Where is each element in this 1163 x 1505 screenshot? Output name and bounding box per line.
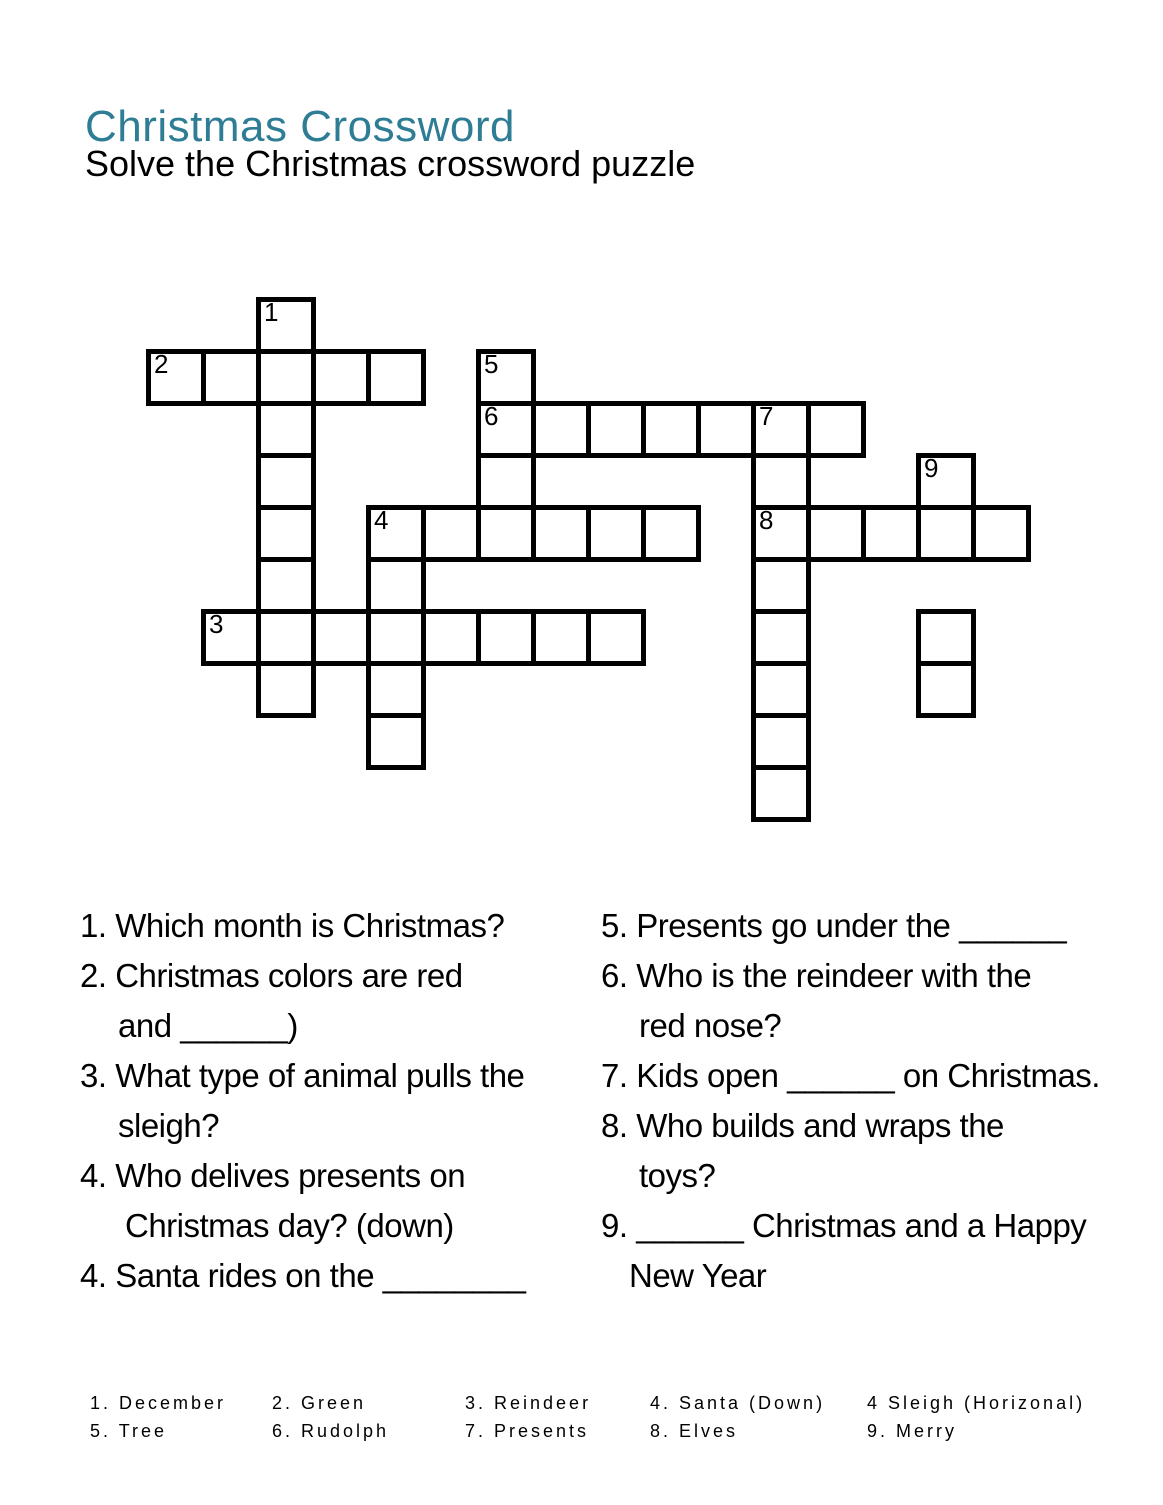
grid-cell[interactable] bbox=[586, 609, 646, 666]
answer-item: 6. Rudolph bbox=[272, 1421, 390, 1441]
grid-cell[interactable] bbox=[366, 609, 426, 666]
grid-cell[interactable] bbox=[916, 505, 976, 562]
grid-cell[interactable] bbox=[256, 453, 316, 510]
answer-item: 4 Sleigh (Horizonal) bbox=[867, 1393, 1086, 1413]
grid-cell[interactable] bbox=[531, 401, 591, 458]
clue-line: Christmas day? (down) bbox=[125, 1207, 454, 1244]
answer-item: 2. Green bbox=[272, 1393, 367, 1413]
grid-cell[interactable] bbox=[806, 505, 866, 562]
answer-item: 3. Reindeer bbox=[465, 1393, 592, 1413]
grid-cell[interactable] bbox=[641, 401, 701, 458]
grid-cell[interactable] bbox=[256, 349, 316, 406]
grid-cell[interactable] bbox=[751, 453, 811, 510]
grid-cell[interactable] bbox=[256, 557, 316, 614]
grid-cell[interactable] bbox=[476, 609, 536, 666]
grid-cell[interactable] bbox=[641, 505, 701, 562]
grid-cell[interactable] bbox=[806, 401, 866, 458]
grid-cell[interactable] bbox=[751, 557, 811, 614]
grid-cell[interactable] bbox=[751, 765, 811, 822]
answer-key-row1 bbox=[0, 1391, 1163, 1419]
clue-line: 3. What type of animal pulls the bbox=[80, 1057, 525, 1094]
clue-line: 8. Who builds and wraps the bbox=[601, 1107, 1004, 1144]
grid-cell[interactable] bbox=[586, 505, 646, 562]
grid-cell[interactable] bbox=[751, 713, 811, 770]
grid-cell[interactable] bbox=[256, 661, 316, 718]
clues-right-column bbox=[601, 901, 1100, 1301]
cell-number: 5 bbox=[484, 349, 499, 379]
grid-cell[interactable] bbox=[366, 557, 426, 614]
clues-left-column bbox=[80, 901, 526, 1301]
clue-line: sleigh? bbox=[118, 1107, 220, 1144]
grid-cell[interactable] bbox=[476, 505, 536, 562]
grid-cell[interactable] bbox=[366, 713, 426, 770]
grid-cell[interactable] bbox=[256, 401, 316, 458]
grid-cell[interactable] bbox=[201, 609, 261, 666]
grid-cell[interactable] bbox=[751, 609, 811, 666]
grid-cell[interactable] bbox=[531, 609, 591, 666]
cell-number: 6 bbox=[484, 401, 499, 431]
page-subtitle: Solve the Christmas crossword puzzle bbox=[85, 143, 696, 184]
answer-item: 7. Presents bbox=[465, 1421, 590, 1441]
clue-line: 5. Presents go under the ______ bbox=[601, 907, 1067, 944]
clue-line: 4. Who delives presents on bbox=[80, 1157, 466, 1194]
clue-line: 7. Kids open ______ on Christmas. bbox=[601, 1057, 1100, 1094]
grid-cell[interactable] bbox=[971, 505, 1031, 562]
answer-item: 5. Tree bbox=[90, 1421, 168, 1441]
grid-cell[interactable] bbox=[256, 505, 316, 562]
answer-item: 8. Elves bbox=[650, 1421, 739, 1441]
grid-cell[interactable] bbox=[366, 661, 426, 718]
answer-item: 9. Merry bbox=[867, 1421, 958, 1441]
cell-number: 4 bbox=[374, 505, 389, 535]
clue-line: red nose? bbox=[639, 1007, 782, 1044]
grid-cell[interactable] bbox=[146, 349, 206, 406]
cell-number: 8 bbox=[759, 505, 774, 535]
grid-cell[interactable] bbox=[476, 349, 536, 406]
grid-cell[interactable] bbox=[366, 349, 426, 406]
page-title: Christmas Crossword bbox=[85, 102, 516, 152]
answer-item: 1. December bbox=[90, 1393, 227, 1413]
grid-cell[interactable] bbox=[256, 297, 316, 354]
answer-key-row2 bbox=[0, 1419, 1163, 1447]
clue-line: toys? bbox=[639, 1157, 716, 1194]
grid-cell[interactable] bbox=[366, 505, 426, 562]
clue-line: 9. ______ Christmas and a Happy bbox=[601, 1207, 1087, 1244]
cell-number: 3 bbox=[209, 609, 224, 639]
grid-cell[interactable] bbox=[311, 349, 371, 406]
grid-cell[interactable] bbox=[751, 661, 811, 718]
grid-cell[interactable] bbox=[256, 609, 316, 666]
grid-cell[interactable] bbox=[421, 609, 481, 666]
grid-cell[interactable] bbox=[916, 453, 976, 510]
cell-number: 9 bbox=[924, 453, 939, 483]
grid-cell[interactable] bbox=[476, 453, 536, 510]
grid-cell[interactable] bbox=[861, 505, 921, 562]
grid-cell[interactable] bbox=[751, 401, 811, 458]
grid-cell[interactable] bbox=[751, 505, 811, 562]
cell-number: 1 bbox=[264, 297, 279, 327]
clue-line: 2. Christmas colors are red bbox=[80, 957, 463, 994]
clue-line: and ______) bbox=[118, 1007, 298, 1044]
answer-item: 4. Santa (Down) bbox=[650, 1393, 826, 1413]
clue-line: 6. Who is the reindeer with the bbox=[601, 957, 1032, 994]
grid-cell[interactable] bbox=[476, 401, 536, 458]
clue-line: New Year bbox=[629, 1257, 767, 1294]
grid-cell[interactable] bbox=[531, 505, 591, 562]
grid-cell[interactable] bbox=[916, 609, 976, 666]
grid-cell[interactable] bbox=[916, 661, 976, 718]
grid-cell[interactable] bbox=[421, 505, 481, 562]
clue-line: 4. Santa rides on the ________ bbox=[80, 1257, 526, 1294]
grid-cell[interactable] bbox=[201, 349, 261, 406]
clue-line: 1. Which month is Christmas? bbox=[80, 907, 505, 944]
cell-number: 2 bbox=[154, 349, 169, 379]
grid-cell[interactable] bbox=[311, 609, 371, 666]
grid-cell[interactable] bbox=[586, 401, 646, 458]
cell-number: 7 bbox=[759, 401, 774, 431]
grid-cell[interactable] bbox=[696, 401, 756, 458]
